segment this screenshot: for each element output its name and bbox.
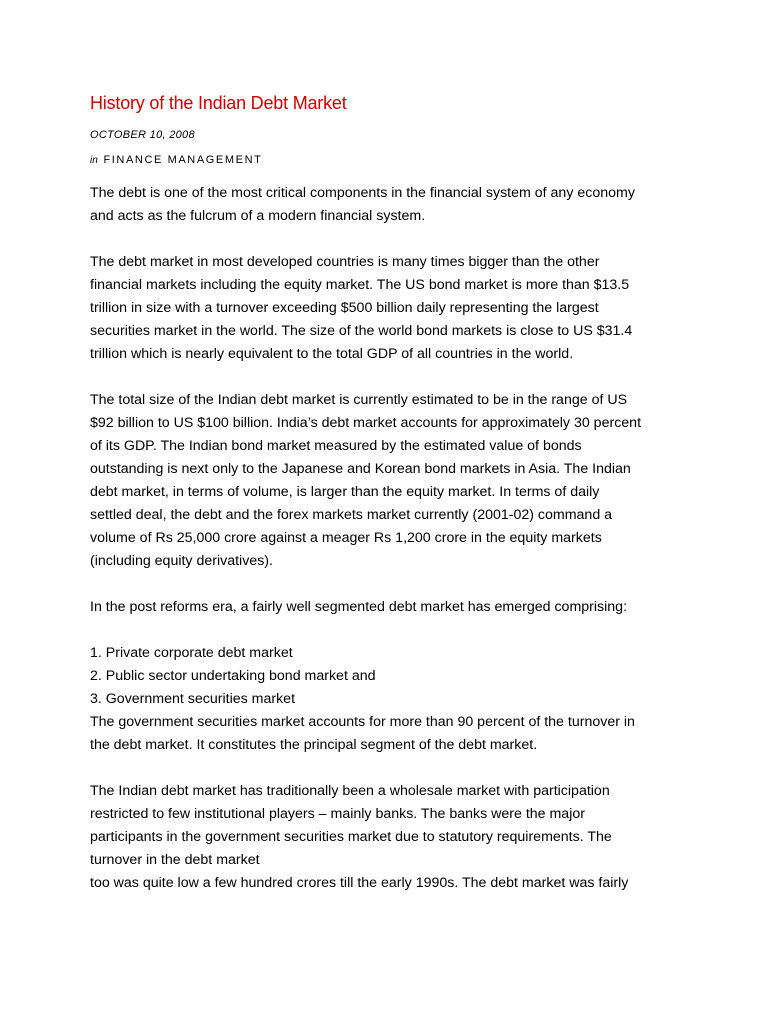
text-line: trillion in size with a turnover exceeding $500 billion daily representing the largest [90, 300, 599, 316]
text-line: volume of Rs 25,000 crore against a meager Rs 1,200 crore in the equity markets [90, 530, 602, 546]
category-link[interactable]: FINANCE MANAGEMENT [103, 154, 263, 166]
article-date: OCTOBER 10, 2008 [90, 129, 195, 141]
text-line: In the post reforms era, a fairly well segmented debt market has emerged comprising: [90, 599, 628, 615]
list-item: 2. Public sector undertaking bond market and [90, 668, 376, 684]
text-line: the debt market. It constitutes the principal segment of the debt market. [90, 737, 538, 753]
list-item: 3. Government securities market [90, 691, 296, 707]
text-line: and acts as the fulcrum of a modern financial system. [90, 208, 426, 224]
article-title: History of the Indian Debt Market [90, 93, 347, 113]
text-line: debt market, in terms of volume, is larger than the equity market. In terms of daily [90, 484, 600, 500]
category-prefix: in [90, 155, 98, 166]
paragraph-2 [90, 251, 690, 366]
article [90, 90, 690, 918]
paragraph-6 [90, 780, 690, 895]
list-item: 1. Private corporate debt market [90, 645, 293, 661]
text-line: The total size of the Indian debt market is currently estimated to be in the range of US [90, 392, 628, 408]
paragraph-5 [90, 711, 690, 757]
paragraph-3 [90, 389, 690, 573]
text-line: securities market in the world. The size of the world bond markets is close to US $31.4 [90, 323, 633, 339]
text-line: participants in the government securities market due to statutory requirements. The [90, 829, 612, 845]
text-line: too was quite low a few hundred crores till the early 1990s. The debt market was fairly [90, 875, 629, 891]
text-line: The debt market in most developed countries is many times bigger than the other [90, 254, 600, 270]
text-line: The Indian debt market has traditionally been a wholesale market with participation [90, 783, 610, 799]
article-body [90, 182, 690, 895]
text-line: of its GDP. The Indian bond market measured by the estimated value of bonds [90, 438, 582, 454]
text-line: settled deal, the debt and the forex markets market currently (2001-02) command a [90, 507, 613, 523]
text-line: (including equity derivatives). [90, 553, 273, 569]
paragraph-4 [90, 596, 690, 619]
text-line: turnover in the debt market [90, 852, 260, 868]
text-line: The government securities market accounts for more than 90 percent of the turnover in [90, 714, 635, 730]
text-line: restricted to few institutional players – mainly banks. The banks were the major [90, 806, 585, 822]
article-category [90, 153, 690, 168]
paragraph-1 [90, 182, 690, 228]
text-line: The debt is one of the most critical components in the financial system of any economy [90, 185, 635, 201]
segment-list [90, 642, 690, 711]
text-line: financial markets including the equity market. The US bond market is more than $13.5 [90, 277, 630, 293]
text-line: $92 billion to US $100 billion. India’s debt market accounts for approximately 30 percent [90, 415, 642, 431]
text-line: trillion which is nearly equivalent to the total GDP of all countries in the world. [90, 346, 574, 362]
text-line: outstanding is next only to the Japanese and Korean bond markets in Asia. The Indian [90, 461, 631, 477]
